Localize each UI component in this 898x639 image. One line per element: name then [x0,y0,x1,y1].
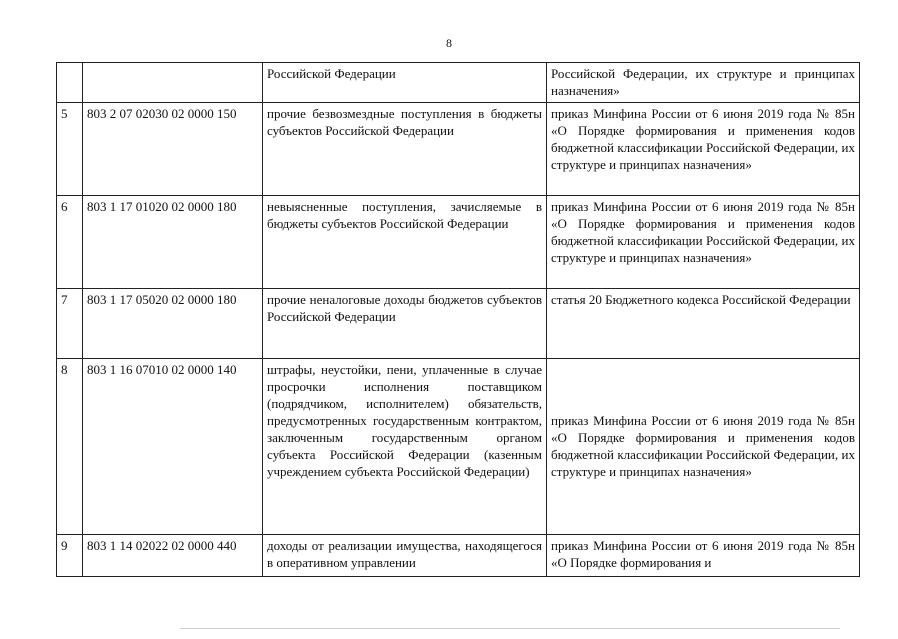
code-cell: 803 2 07 02030 02 0000 150 [83,103,263,196]
legal-basis-cell: приказ Минфина России от 6 июня 2019 года № 85н «О Порядке формирования и применения кодов бюджетной классификации Российской Федерации, их структуре и принципах назначения» [547,103,860,196]
code-cell: 803 1 16 07010 02 0000 140 [83,359,263,535]
legal-basis-cell: статья 20 Бюджетного кодекса Российской Федерации [547,289,860,359]
legal-basis-cell: приказ Минфина России от 6 июня 2019 года № 85н «О Порядке формирования и применения кодов бюджетной классификации Российской Федерации, их структуре и принципах назначения» [547,196,860,289]
code-cell: 803 1 14 02022 02 0000 440 [83,535,263,577]
table-row [57,289,860,359]
row-number-cell: 9 [57,535,83,577]
description-cell: доходы от реализации имущества, находящегося в оперативном управлении [263,535,547,577]
table-row [57,535,860,577]
row-number-cell [57,63,83,103]
description-cell: прочие безвозмездные поступления в бюджеты субъектов Российской Федерации [263,103,547,196]
legal-basis-cell: Российской Федерации, их структуре и принципах назначения» [547,63,860,103]
row-number-cell: 6 [57,196,83,289]
page-number: 8 [446,36,452,50]
description-cell: прочие неналоговые доходы бюджетов субъектов Российской Федерации [263,289,547,359]
description-cell: невыясненные поступления, зачисляемые в бюджеты субъектов Российской Федерации [263,196,547,289]
scan-artifact-line [180,628,840,629]
table-row [57,63,860,103]
table-row [57,103,860,196]
table-row [57,359,860,535]
code-cell [83,63,263,103]
row-number-cell: 5 [57,103,83,196]
table-row [57,196,860,289]
legal-basis-cell: приказ Минфина России от 6 июня 2019 года № 85н «О Порядке формирования и [547,535,860,577]
page-bottom-margin [0,590,898,639]
row-number-cell: 8 [57,359,83,535]
description-cell: штрафы, неустойки, пени, уплаченные в случае просрочки исполнения поставщиком (подрядчиком, исполнителем) обязательств, предусмотренных государственным контрактом, заключенным государственным органом субъекта Российской Федерации (казенным учреждением субъекта Российской Федерации) [263,359,547,535]
code-cell: 803 1 17 01020 02 0000 180 [83,196,263,289]
code-cell: 803 1 17 05020 02 0000 180 [83,289,263,359]
row-number-cell: 7 [57,289,83,359]
legal-basis-cell: приказ Минфина России от 6 июня 2019 года № 85н «О Порядке формирования и применения кодов бюджетной классификации Российской Федерации, их структуре и принципах назначения» [547,359,860,535]
revenue-codes-table [56,62,860,577]
description-cell: Российской Федерации [263,63,547,103]
